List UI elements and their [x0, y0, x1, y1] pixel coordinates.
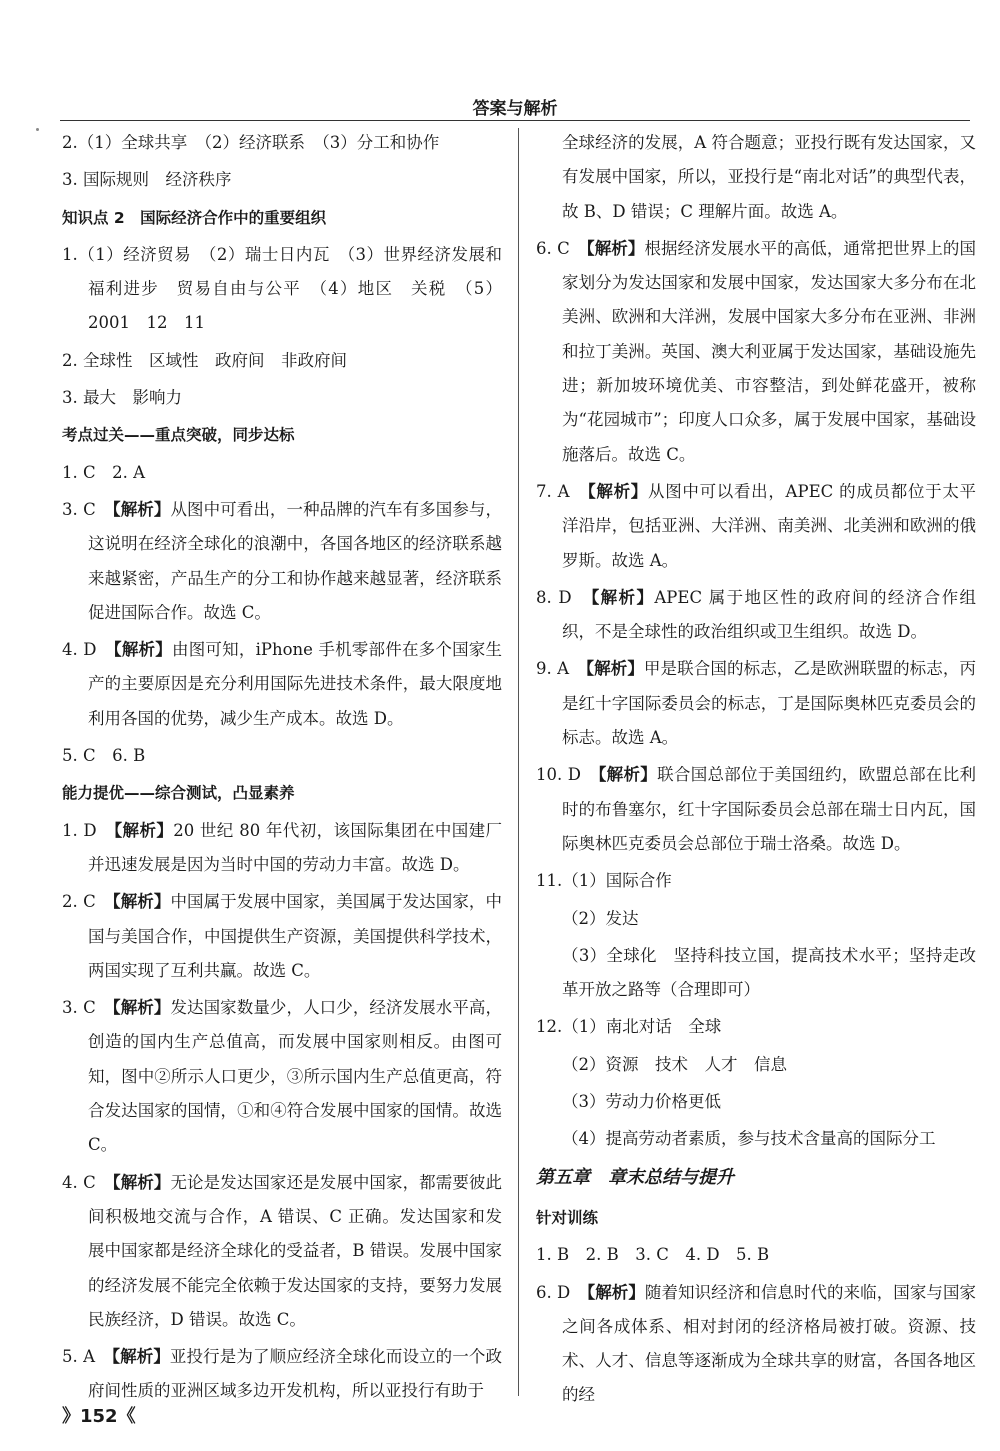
- analysis-tag: 【解析】: [112, 998, 171, 1018]
- analysis-tag: 【解析】: [112, 499, 171, 519]
- section-heading: 能力提优——综合测试，凸显素养: [62, 784, 295, 803]
- analysis-tag: 【解析】: [112, 1172, 171, 1192]
- analysis-tag: 【解析】: [587, 481, 649, 501]
- answer-item: 7. A 【解析】从图中可以看出，APEC 的成员都位于太平洋沿岸，包括亚洲、大洋洲、南美洲、北美洲和欧洲的俄罗斯。故选 A。: [536, 481, 977, 570]
- answer-item: 5. A 【解析】亚投行是为了顺应经济全球化而设立的一个政府间性质的亚洲区域多边开发机构，所以亚投行有助于: [62, 1347, 502, 1401]
- page-header: [60, 96, 970, 121]
- answer-item: 12.（1）南北对话 全球: [536, 1017, 722, 1037]
- answer-item: 10. D 【解析】联合国总部位于美国纽约，欧盟总部在比利时的布鲁塞尔，红十字国际委员会总部在瑞士日内瓦，国际奥林匹克委员会总部位于瑞士洛桑。故选 D。: [536, 765, 977, 853]
- answer-item: 3. C 【解析】从图中可看出，一种品牌的汽车有多国参与，这说明在经济全球化的浪潮中，各国各地区的经济联系越来越紧密，产品生产的分工和协作越来越显著，经济联系促进国际合作。故选 C。: [62, 499, 502, 622]
- answer-subitem: （2）发达: [562, 908, 639, 928]
- answer-continuation: 全球经济的发展，A 符合题意；亚投行既有发达国家，又有发展中国家，所以，亚投行是“南北对话”的典型代表，故 B、D 错误；C 理解片面。故选 A。: [562, 133, 976, 221]
- answer-subitem: （4）提高劳动者素质，参与技术含量高的国际分工: [562, 1129, 936, 1149]
- answer-item: 1. B 2. B 3. C 4. D 5. B: [536, 1245, 770, 1265]
- answer-subitem: （3）全球化 坚持科技立国，提高技术水平；坚持走改革开放之路等（合理即可）: [562, 945, 976, 1000]
- analysis-tag: 【解析】: [111, 1347, 170, 1367]
- answer-item: 8. D 【解析】APEC 属于地区性的政府间的经济合作组织，不是全球性的政治组织或卫生组织。故选 D。: [536, 587, 977, 642]
- analysis-tag: 【解析】: [586, 238, 645, 258]
- answer-item: 5. C 6. B: [62, 746, 146, 766]
- analysis-tag: 【解析】: [112, 892, 171, 912]
- column-divider: [518, 128, 519, 1396]
- answer-item: 11.（1）国际合作: [536, 871, 672, 891]
- section-heading: 知识点 2 国际经济合作中的重要组织: [62, 208, 327, 227]
- answer-item: 1.（1）经济贸易 （2）瑞士日内瓦 （3）世界经济发展和福利进步 贸易自由与公平 （4）地区 关税 （5）2001 12 11: [62, 244, 502, 333]
- answer-item: 1. D 【解析】20 世纪 80 年代初，该国际集团在中国建厂并迅速发展是因为当时中国的劳动力丰富。故选 D。: [62, 820, 503, 874]
- answer-subitem: （2）资源 技术 人才 信息: [562, 1054, 787, 1074]
- section-heading: 针对训练: [536, 1208, 599, 1227]
- analysis-tag: 【解析】: [113, 640, 172, 660]
- analysis-tag: 【解析】: [113, 820, 174, 840]
- answer-item: 2. 全球性 区域性 政府间 非政府间: [62, 350, 347, 370]
- answer-item: 3. 最大 影响力: [62, 388, 182, 408]
- right-column: [536, 126, 976, 1416]
- analysis-tag: 【解析】: [585, 659, 644, 679]
- analysis-tag: 【解析】: [598, 765, 658, 785]
- analysis-tag: 【解析】: [590, 587, 655, 607]
- left-column: [62, 126, 502, 1412]
- answer-subitem: （3）劳动力价格更低: [562, 1092, 721, 1112]
- answer-item: 3. C 【解析】发达国家数量少，人口少，经济发展水平高，创造的国内生产总值高，而发展中国家则相反。由图可知，图中②所示人口更少，③所示国内生产总值更高，符合发达国家的国情，①和④符合发展中国家的国情。故选 C。: [62, 998, 502, 1155]
- answer-item: 4. D 【解析】由图可知，iPhone 手机零部件在多个国家生产的主要原因是充分利用国际先进技术条件，最大限度地利用各国的优势，减少生产成本。故选 D。: [62, 640, 503, 728]
- answer-item: 2.（1）全球共享 （2）经济联系 （3）分工和协作: [62, 133, 440, 152]
- chapter-heading: 第五章 章末总结与提升: [536, 1166, 734, 1188]
- margin-dot: [36, 128, 39, 131]
- page-number: 》152《: [62, 1406, 136, 1427]
- analysis-tag: 【解析】: [586, 1282, 645, 1302]
- answer-item: 3. 国际规则 经济秩序: [62, 170, 232, 190]
- answer-item: 2. C 【解析】中国属于发展中国家，美国属于发达国家，中国与美国合作，中国提供生产资源，美国提供科学技术，两国实现了互利共赢。故选 C。: [62, 892, 502, 980]
- section-heading: 考点过关——重点突破，同步达标: [62, 426, 295, 445]
- answer-item: 1. C 2. A: [62, 462, 146, 482]
- answer-item: 6. D 【解析】随着知识经济和信息时代的来临，国家与国家之间各成体系、相对封闭的经济格局被打破。资源、技术、人才、信息等逐渐成为全球共享的财富，各国各地区的经: [536, 1282, 977, 1405]
- answer-item: 6. C 【解析】根据经济发展水平的高低，通常把世界上的国家划分为发达国家和发展中国家，发达国家大多分布在北美洲、欧洲和大洋洲，发展中国家大多分布在亚洲、非洲和拉丁美洲。英国、澳大利亚属于发达国家，基础设施先进；新加坡环境优美、市容整洁，到处鲜花盛开，被称为“花园城市”；印度人口众多，属于发展中国家，基础设施落后。故选 C。: [536, 238, 976, 464]
- answer-item: 4. C 【解析】无论是发达国家还是发展中国家，都需要彼此间积极地交流与合作，A 错误、C 正确。发达国家和发展中国家都是经济全球化的受益者，B 错误。发展中国家的经济发展不能完全依赖于发达国家的支持，要努力发展民族经济，D 错误。故选 C。: [62, 1172, 502, 1329]
- answer-item: 9. A 【解析】甲是联合国的标志，乙是欧洲联盟的标志，丙是红十字国际委员会的标志，丁是国际奥林匹克委员会的标志。故选 A。: [536, 659, 976, 748]
- header-title: 答案与解析: [472, 99, 558, 119]
